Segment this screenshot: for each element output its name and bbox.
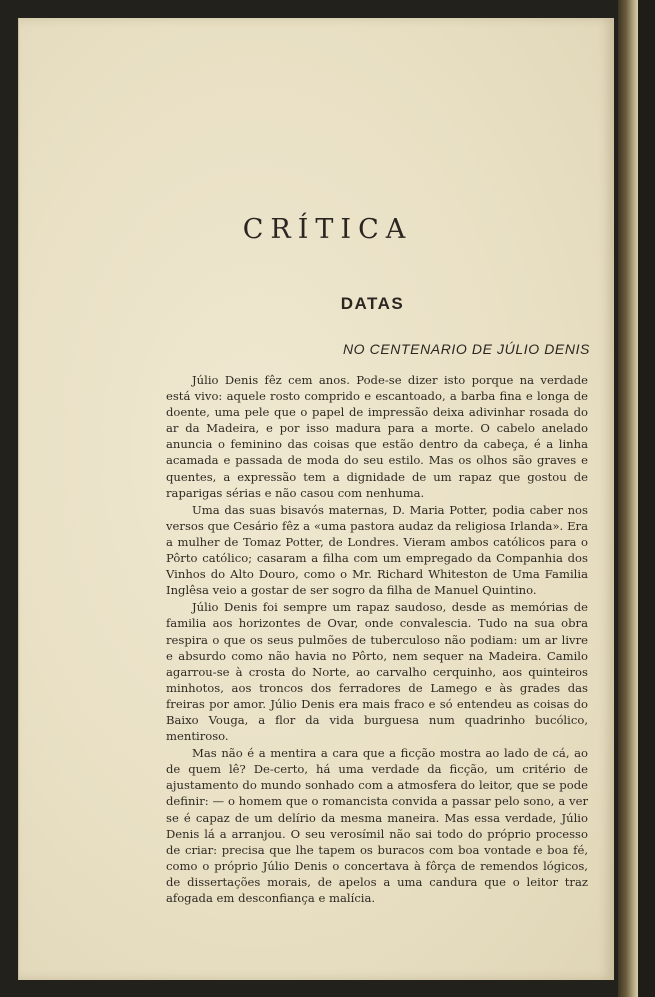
section-title: CRÍTICA bbox=[242, 214, 413, 245]
article-subtitle: NO CENTENARIO DE JÚLIO DENIS bbox=[342, 341, 590, 357]
paragraph-2: Uma das suas bisavós maternas, D. Maria Potter, podia caber nos versos que Cesário fêz a «uma pastora audaz da religiosa Irlanda». Era a mulher de Tomaz Potter, de Londres. Vieram ambos católicos para o Pôrto católico; casaram a filha com um empregado da Companhia dos Vinhos do Alto Douro, como o Mr. Richard Whiteston de Uma Familia Inglêsa veio a gostar de ser sogro da filha de Manuel Quintino. bbox=[166, 502, 588, 598]
paragraph-1: Júlio Denis fêz cem anos. Pode-se dizer isto porque na verdade está vivo: aquele rosto comprido e escantoado, a barba fina e longa de doente, uma pele que o papel de impressão deixa adivinhar rosada do ar da Madeira, e por isso madura para a morte. O cabelo anelado anuncia o feminino das coisas que estão dentro da cabeça, é a linha acamada e passada de moda do seu estilo. Mas os olhos são graves e quentes, a expressão tem a dignidade de um rapaz que gostou de raparigas sérias e não casou com nenhuma. bbox=[166, 373, 588, 500]
scan-edge bbox=[638, 0, 655, 997]
paragraph-3: Júlio Denis foi sempre um rapaz saudoso, desde as memórias de familia aos horizontes de Ovar, onde convalescia. Tudo na sua obra respira o que os seus pulmões de tuberculoso não podiam: um ar livre e absurdo como não havia no Pôrto, nem sequer na Madeira. Camilo agarrou-se à crosta do Norte, ao carvalho cerquinho, aos quinteiros minhotos, aos troncos dos ferradores de Lamego e às grades das freiras por amor. Júlio Denis era mais fraco e só entendeu as coisas do Baixo Vouga, a flor da vida burguesa num quadrinho bucólico, mentiroso. bbox=[166, 600, 588, 744]
article-body bbox=[166, 372, 588, 907]
paragraph-4: Mas não é a mentira a cara que a ficção mostra ao lado de cá, ao de quem lê? De-certo, há uma verdade da ficção, um critério de ajustamento do mundo sonhado com a atmosfera do leitor, que se pode definir: — o homem que o romancista convida a passar pelo sono, a ver se é capaz de um delírio da mesma maneira. Mas essa verdade, Júlio Denis lá a arranjou. O seu verosímil não sai todo do próprio processo de criar: precisa que lhe tapem os buracos com boa vontade e boa fé, como o próprio Júlio Denis o concertava à fôrça de remendos lógicos, de dissertações morais, de apelos a uma candura que o leitor traz afogada em desconfiança e malícia. bbox=[166, 746, 588, 905]
article-title: DATAS bbox=[340, 294, 405, 313]
book-spine-edge bbox=[618, 0, 638, 997]
